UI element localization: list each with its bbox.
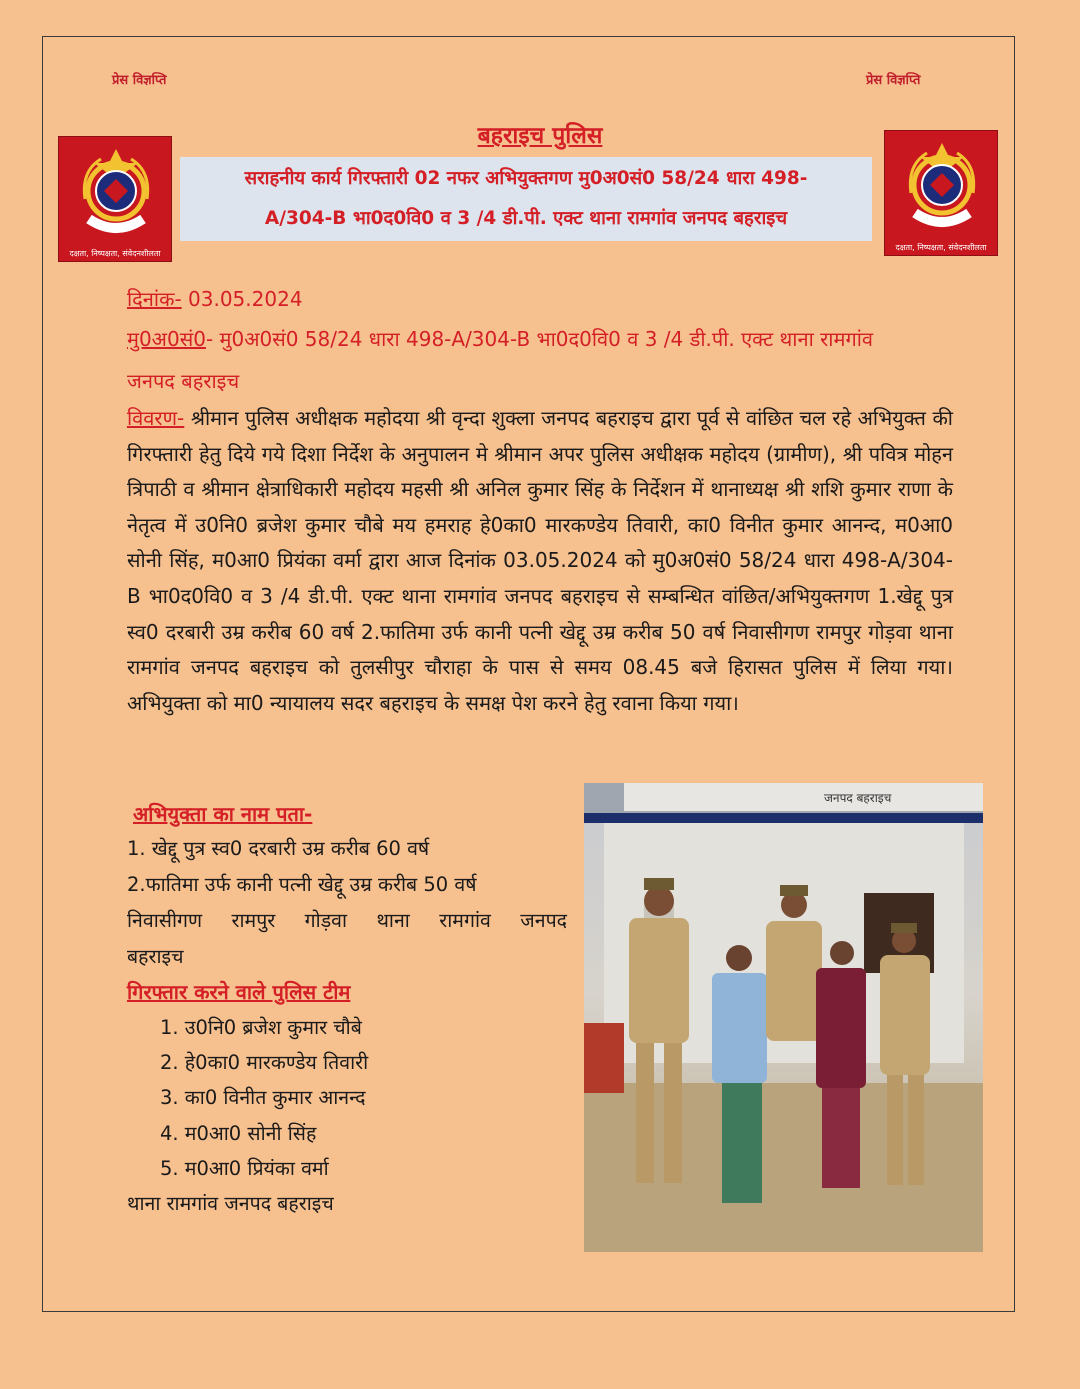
description-paragraph: [127, 401, 953, 721]
team-member-4: 4. म0आ0 सोनी सिंह: [160, 1122, 317, 1145]
team-member-1: 1. उ0नि0 ब्रजेश कुमार चौबे: [160, 1016, 362, 1039]
team-member-5: 5. म0आ0 प्रियंका वर्मा: [160, 1157, 329, 1180]
team-member-2: 2. हे0का0 मारकण्डेय तिवारी: [160, 1051, 369, 1074]
accused-line-4: बहराइच: [127, 945, 184, 968]
headline-box: [180, 157, 872, 241]
accused-line-1: 1. खेद्दू पुत्र स्व0 दरबारी उम्र करीब 60 वर्ष: [127, 837, 430, 860]
team-heading: गिरफ्तार करने वाले पुलिस टीम: [127, 980, 351, 1004]
date-value: 03.05.2024: [181, 287, 303, 311]
description-label: विवरण-: [127, 406, 185, 430]
case-value: - मु0अ0सं0 58/24 धारा 498-A/304-B भा0द0वि0 व 3 /4 डी.पी. एक्ट थाना रामगांव: [205, 327, 873, 351]
up-police-logo-left: [58, 136, 172, 262]
arrest-photo-illustration: [584, 783, 983, 1252]
accused-line-2: 2.फातिमा उर्फ कानी पत्नी खेद्दू उम्र करीब 50 वर्ष: [127, 873, 477, 896]
photo-sign-text: जनपद बहराइच: [824, 791, 892, 805]
date-label: दिनांक-: [127, 287, 182, 311]
description-text: श्रीमान पुलिस अधीक्षक महोदया श्री वृन्दा शुक्ला जनपद बहराइच द्वारा पूर्व से वांछित चल रहे अभियुक्त की गिरफ्तारी हेतु दिये गये दिशा निर्देश के अनुपालन मे श्रीमान अपर पुलिस अधीक्षक महोदय (ग्रामीण), श्री पवित्र मोहन त्रिपाठी व श्रीमान क्षेत्राधिकारी महोदय महसी श्री अनिल कुमार सिंह के निर्देशन में थानाध्यक्ष श्री शशि कुमार राणा के नेतृत्व में उ0नि0 ब्रजेश कुमार चौबे मय हमराह हे0का0 मारकण्डेय तिवारी, का0 विनीत कुमार आनन्द, म0आ0 सोनी सिंह, म0आ0 प्रियंका वर्मा द्वारा आज दिनांक 03.05.2024 को मु0अ0सं0 58/24 धारा 498-A/304-B भा0द0वि0 व 3 /4 डी.पी. एक्ट थाना रामगांव जनपद बहराइच से सम्बन्धित वांछित/अभियुक्तगण 1.खेद्दू पुत्र स्व0 दरबारी उम्र करीब 60 वर्ष 2.फातिमा उर्फ कानी पत्नी खेद्दू उम्र करीब 50 वर्ष निवासीगण रामपुर गोड़वा थाना रामगांव जनपद बहराइच को तुलसीपुर चौराहा के पास से समय 08.45 बजे हिरासत पुलिस में लिया गया। अभियुक्ता को मा0 न्यायालय सदर बहराइच के समक्ष पेश करने हेतु रवाना किया गया।: [127, 406, 953, 715]
case-value-line-2: जनपद बहराइच: [127, 369, 240, 393]
accused-woman: [816, 941, 866, 1188]
headline-line-2: A/304-B भा0द0वि0 व 3 /4 डी.पी. एक्ट थाना रामगांव जनपद बहराइच: [264, 208, 788, 229]
police-emblem-icon: [897, 135, 987, 235]
arrest-photo: [584, 783, 983, 1252]
team-footer: थाना रामगांव जनपद बहराइच: [127, 1192, 334, 1215]
page-title: बहराइच पुलिस: [477, 123, 603, 149]
date-line: [127, 285, 303, 312]
headline-line-1: सराहनीय कार्य गिरफ्तारी 02 नफर अभियुक्तगण मु0अ0सं0 58/24 धारा 498-: [244, 168, 808, 189]
accused-heading: अभियुक्ता का नाम पता-: [133, 802, 313, 826]
press-release-label-right: प्रेस विज्ञप्ति: [866, 73, 921, 88]
logo-motto: दक्षता, निष्पक्षता, संवेदनशीलता: [895, 243, 987, 252]
accused-line-3: निवासीगण रामपुर गोड़वा थाना रामगांव जनपद: [127, 909, 567, 932]
press-release-label-left: प्रेस विज्ञप्ति: [112, 73, 167, 88]
team-member-3: 3. का0 विनीत कुमार आनन्द: [160, 1086, 366, 1109]
logo-motto: दक्षता, निष्पक्षता, संवेदनशीलता: [69, 249, 161, 258]
case-label: मु0अ0सं0: [127, 327, 206, 351]
case-line: [127, 325, 873, 352]
police-emblem-icon: [71, 141, 161, 241]
